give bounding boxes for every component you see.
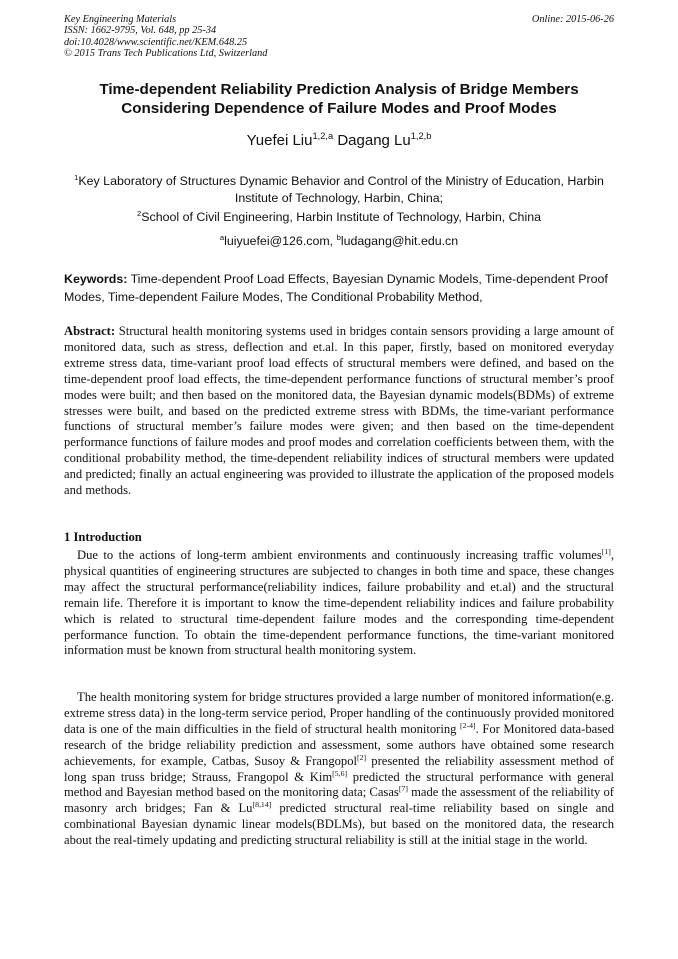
paragraph xyxy=(64,548,614,659)
paragraph xyxy=(64,690,614,849)
abstract-text: Structural health monitoring systems used in bridges contain sensors providing a large amount of monitored data, such as stress, deflection and et.al. In this paper, firstly, based on monitored everyday extreme stress data, time-variant proof load effects of structural members were defined, and based on the time-dependent proof load effects, the time-dependent performance functions of structural member’s proof modes were built; and then based on the monitored data, the Bayesian dynamic models(BDMs) of extreme stresses were built, and based on the predicted extreme stress with BDMs, the time-variant performance functions of structural member’s failure modes were given; and then based on the time-dependent performance functions of failure modes and proof modes and correlation coefficients between them, with the conditional probability method, the time-dependent reliability indices of structural members were updated and predicted; finally an actual engineering was provided to illustrate the application of the proposed models and methods. xyxy=(64,324,614,498)
email-sup: b xyxy=(336,232,341,242)
aff-sup: 2 xyxy=(137,208,142,218)
citation: [5,6] xyxy=(332,768,348,778)
abstract xyxy=(64,324,614,499)
citation: [2-4] xyxy=(460,720,476,730)
email-sup: a xyxy=(219,232,225,242)
author-name: Dagang Lu xyxy=(337,132,411,149)
aff-text: Key Laboratory of Structures Dynamic Behavior and Control of the Ministry of Education, Harbin Institute of Technology, Harbin, China; xyxy=(78,174,604,205)
author-name: Yuefei Liu xyxy=(246,132,313,149)
online-date: Online: 2015-06-26 xyxy=(531,14,614,25)
affiliation-2 xyxy=(60,209,618,226)
paragraph-text: predicted structural real-time reliability based on single and combinational Bayesian dynamic linear models(BDLMs), but based on the monitored data, the research about the real-timely updating and predicting structural reliability is still at the initial stage in the world. xyxy=(64,801,614,848)
aff-text: School of Civil Engineering, Harbin Institute of Technology, Harbin, China xyxy=(141,210,541,224)
paper-title xyxy=(40,80,638,118)
email-a: luiyuefei@126.com, xyxy=(224,234,337,248)
doi: doi:10.4028/www.scientific.net/KEM.648.25 xyxy=(64,36,248,48)
citation: [7] xyxy=(398,784,408,794)
citation: [8,14] xyxy=(252,800,272,810)
section-heading: 1 Introduction xyxy=(64,530,142,544)
citation: [2] xyxy=(357,752,367,762)
paragraph-text: presented the reliability assessment method of long span truss bridge; Strauss, Frangopol & Kim xyxy=(64,753,614,784)
abstract-label: Abstract: xyxy=(64,324,116,338)
citation: [1] xyxy=(601,546,611,556)
authors xyxy=(0,132,678,149)
author-sup: 1,2,a xyxy=(312,131,334,141)
aff-sup: 1 xyxy=(74,172,79,182)
paragraph-text: Due to the actions of long-term ambient environments and continuously increasing traffic volumes xyxy=(77,548,602,562)
journal-name: Key Engineering Materials xyxy=(64,14,177,25)
emails xyxy=(60,233,618,250)
copyright: © 2015 Trans Tech Publications Ltd, Switzerland xyxy=(64,47,268,59)
journal-header xyxy=(64,14,614,59)
paragraph-text: made the assessment of the reliability of masonry arch bridges; Fan & Lu xyxy=(64,785,614,816)
paragraph-text: predicted the structural performance with general method and Bayesian method based on the monitoring data; Casas xyxy=(64,769,614,800)
paragraph-text: The health monitoring system for bridge structures provided a large number of monitored information(e.g. extreme stress data) in the long-term service period, Proper handling of the continuously provided monitored data is one of the main difficulties in the field of structural health monitoring xyxy=(64,690,614,736)
author-sup: 1,2,b xyxy=(410,131,432,141)
title-line-2: Considering Dependence of Failure Modes and Proof Modes xyxy=(121,100,557,117)
affiliation-1 xyxy=(60,173,618,207)
paragraph-text: , physical quantities of engineering structures are subjected to changes in both time and space, these changes may affect the structural performance(reliability indices, failure probability and et.al) and the structural remain life. Therefore it is important to know the time-dependent reliability indices and failure probability which is related to structural time-dependent failure modes and the corresponding time-dependent performance function. To obtain the time-dependent performance functions, the time-variant monitored information must be known from structural health monitoring system. xyxy=(64,548,614,658)
email-b: ludagang@hit.edu.cn xyxy=(340,234,459,248)
issn: ISSN: 1662-9795, Vol. 648, pp 25-34 xyxy=(64,25,217,37)
keywords xyxy=(64,270,614,306)
keywords-text: Time-dependent Proof Load Effects, Bayesian Dynamic Models, Time-dependent Proof Modes, Time-dependent Failure Modes, The Conditional Probability Method, xyxy=(64,272,608,304)
title-line-1: Time-dependent Reliability Prediction Analysis of Bridge Members xyxy=(99,81,579,98)
paragraph-text: . For Monitored data-based research of the bridge reliability prediction and assessment, some authors have obtained some research achievements, for example, Catbas, Susoy & Frangopol xyxy=(64,721,614,768)
keywords-label: Keywords: xyxy=(64,272,128,286)
